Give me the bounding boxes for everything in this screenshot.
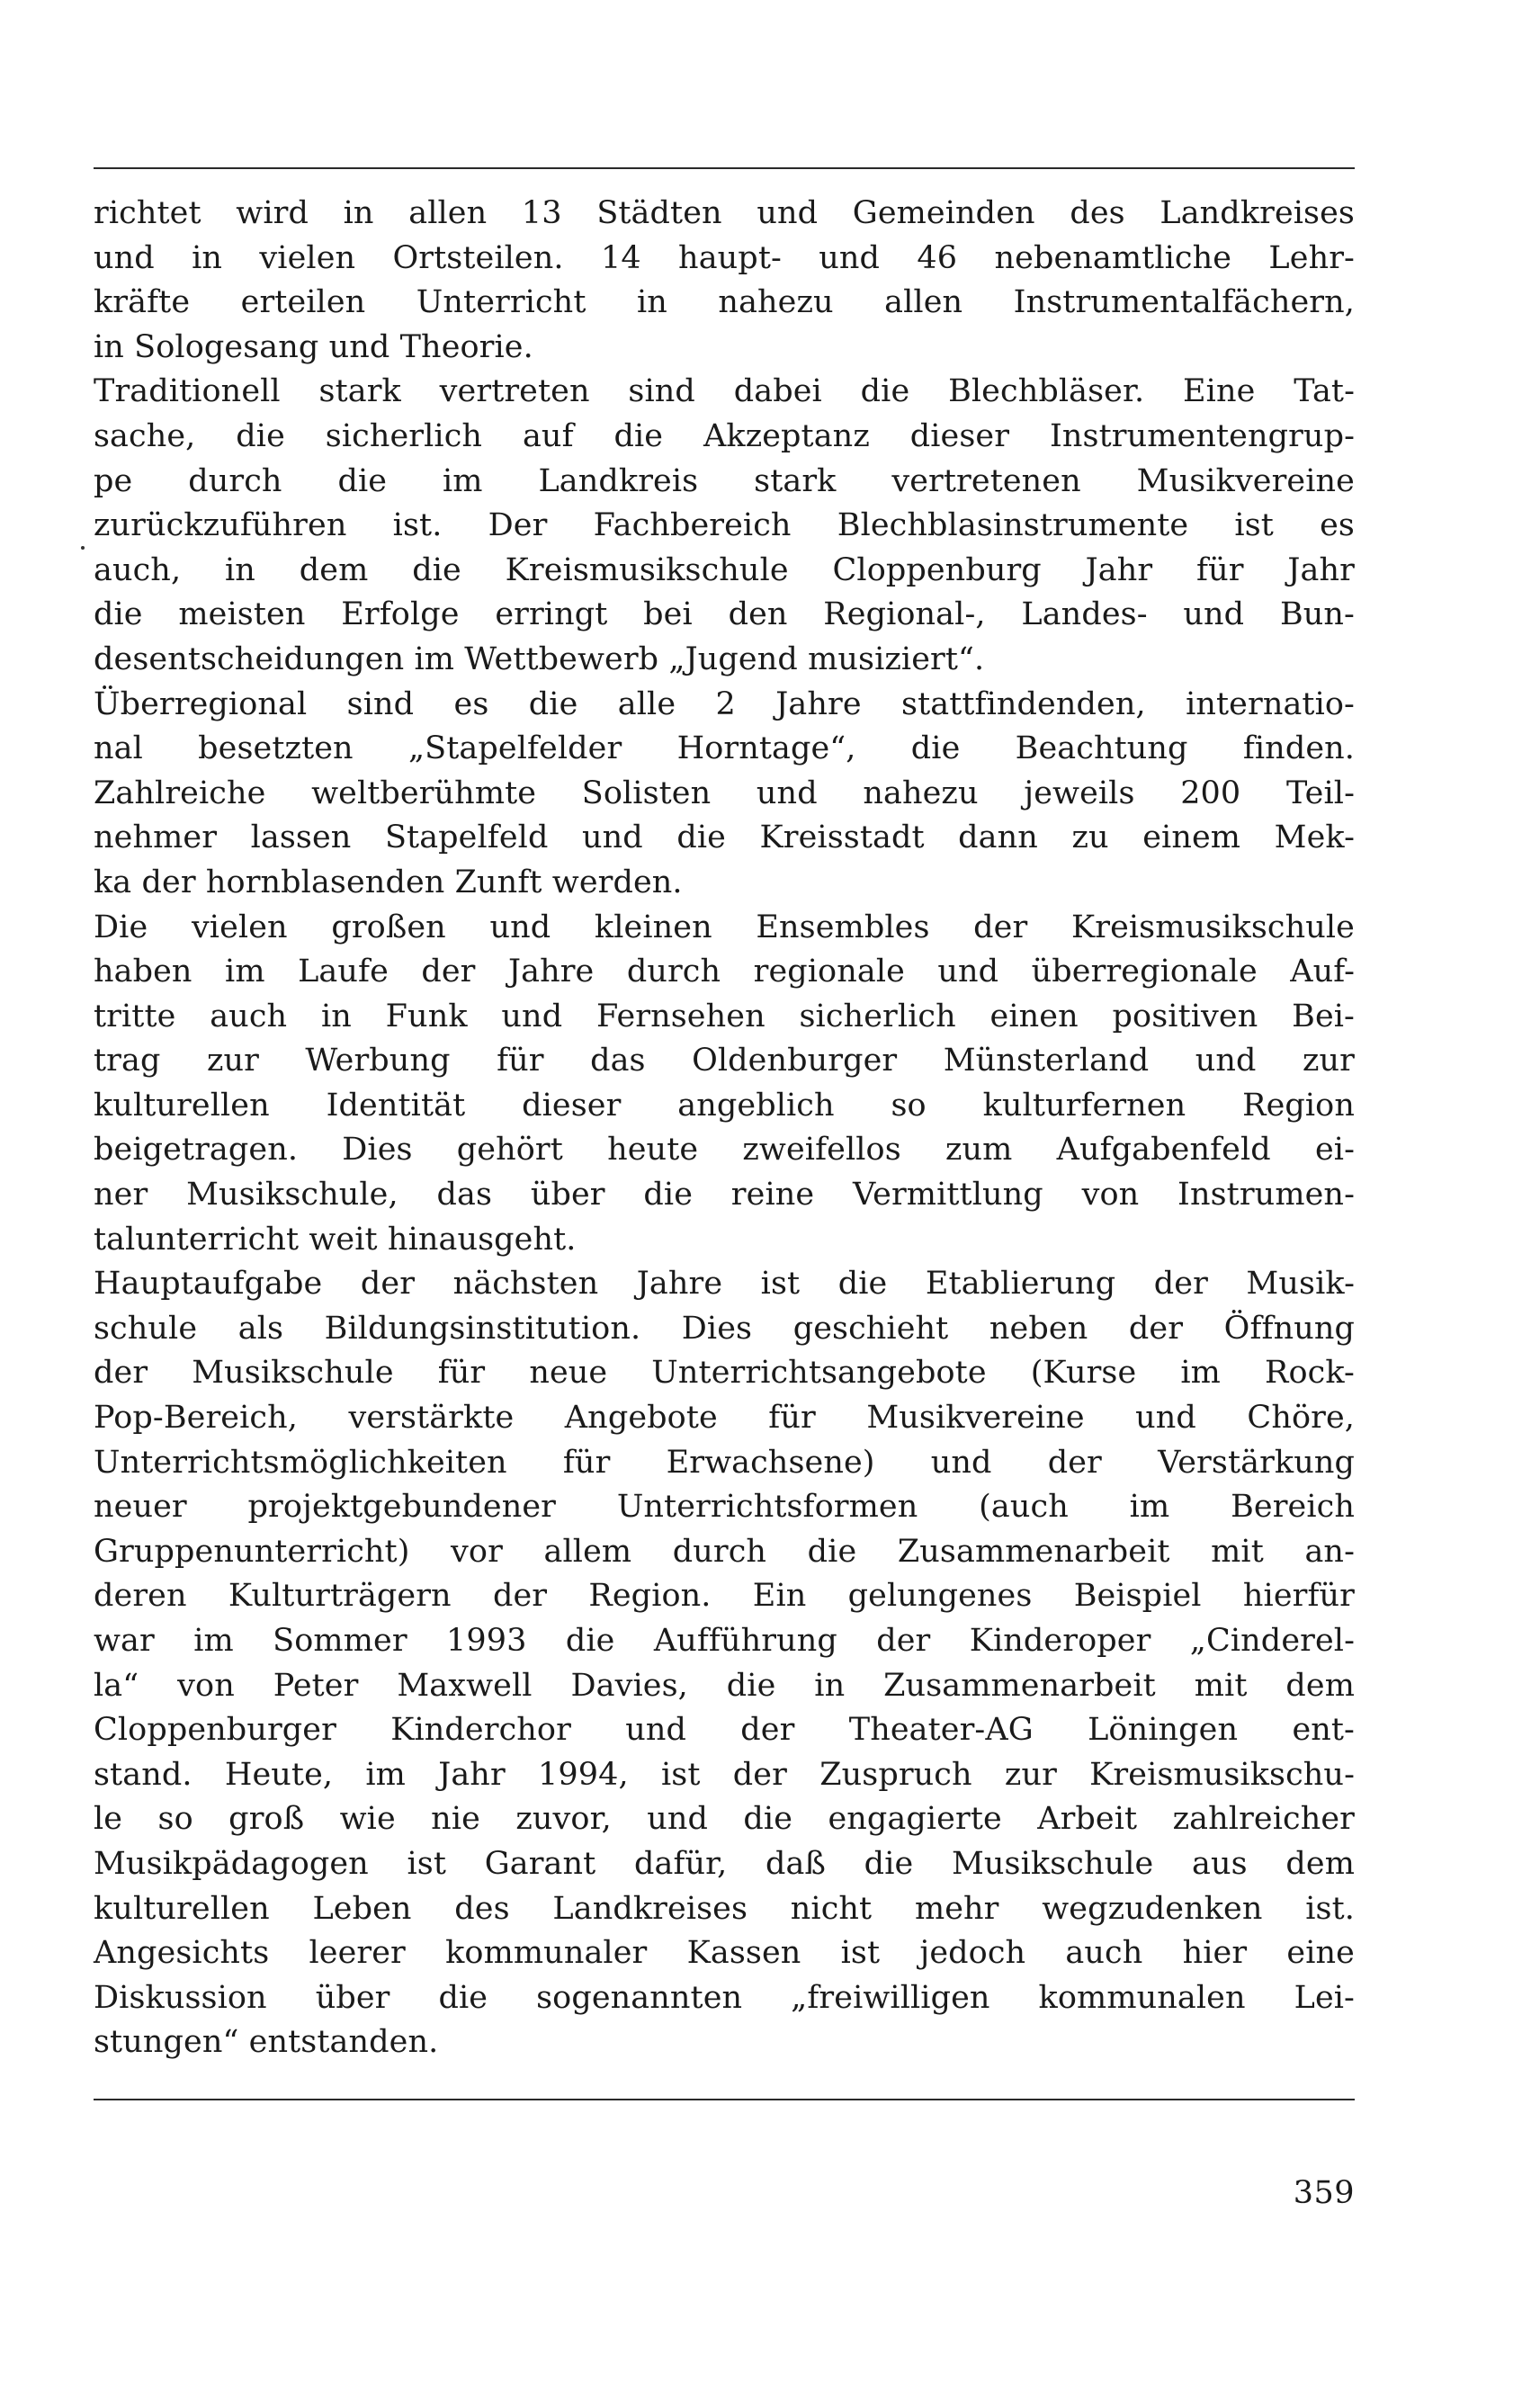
text-line: schule als Bildungsinstitution. Dies geschieht neben der Öffnung bbox=[94, 1310, 1355, 1347]
margin-mark bbox=[81, 546, 85, 550]
text-line: Cloppenburger Kinderchor und der Theater-AG Löningen ent- bbox=[94, 1712, 1355, 1749]
text-line: pe durch die im Landkreis stark vertretenen Musikvereine bbox=[94, 462, 1355, 499]
text-line: beigetragen. Dies gehört heute zweifellos zum Aufgabenfeld ei- bbox=[94, 1132, 1355, 1169]
text-line: Angesichts leerer kommunaler Kassen ist jedoch auch hier eine bbox=[94, 1935, 1355, 1972]
text-line: nehmer lassen Stapelfeld und die Kreisstadt dann zu einem Mek- bbox=[94, 819, 1355, 856]
text-line: kräfte erteilen Unterricht in nahezu allen Instrumentalfächern, bbox=[94, 284, 1355, 321]
body-text bbox=[94, 192, 1355, 2065]
text-line: stand. Heute, im Jahr 1994, ist der Zuspruch zur Kreismusikschu- bbox=[94, 1756, 1355, 1793]
text-line: in Sologesang und Theorie. bbox=[94, 328, 533, 365]
text-line: war im Sommer 1993 die Aufführung der Kinderoper „Cinderel- bbox=[94, 1623, 1355, 1659]
text-line: auch, in dem die Kreismusikschule Cloppenburg Jahr für Jahr bbox=[94, 551, 1355, 588]
text-line: Zahlreiche weltberühmte Solisten und nahezu jeweils 200 Teil- bbox=[94, 775, 1355, 811]
text-line: richtet wird in allen 13 Städten und Gemeinden des Landkreises bbox=[94, 195, 1355, 231]
text-line: trag zur Werbung für das Oldenburger Münsterland und zur bbox=[94, 1043, 1355, 1079]
text-line: la“ von Peter Maxwell Davies, die in Zusammenarbeit mit dem bbox=[94, 1667, 1355, 1704]
text-line: der Musikschule für neue Unterrichtsangebote (Kurse im Rock- bbox=[94, 1355, 1355, 1392]
text-line: Pop-Bereich, verstärkte Angebote für Musikvereine und Chöre, bbox=[94, 1400, 1355, 1437]
top-rule bbox=[94, 167, 1355, 169]
text-line: haben im Laufe der Jahre durch regionale und überregionale Auf- bbox=[94, 954, 1355, 990]
text-line: stungen“ entstanden. bbox=[94, 2024, 439, 2061]
text-line: desentscheidungen im Wettbewerb „Jugend musiziert“. bbox=[94, 640, 985, 677]
text-line: talunterricht weit hinausgeht. bbox=[94, 1221, 577, 1258]
text-line: ka der hornblasenden Zunft werden. bbox=[94, 864, 683, 900]
text-line: Überregional sind es die alle 2 Jahre stattfindenden, internatio- bbox=[94, 685, 1355, 722]
text-line: deren Kulturträgern der Region. Ein gelungenes Beispiel hierfür bbox=[94, 1578, 1355, 1615]
text-line: neuer projektgebundener Unterrichtsformen (auch im Bereich bbox=[94, 1489, 1355, 1526]
text-line: und in vielen Ortsteilen. 14 haupt- und 46 nebenamtliche Lehr- bbox=[94, 239, 1355, 276]
text-line: die meisten Erfolge erringt bei den Regional-, Landes- und Bun- bbox=[94, 596, 1355, 633]
text-line: kulturellen Leben des Landkreises nicht mehr wegzudenken ist. bbox=[94, 1890, 1355, 1927]
text-line: sache, die sicherlich auf die Akzeptanz dieser Instrumentengrup- bbox=[94, 417, 1355, 454]
text-line: nal besetzten „Stapelfelder Horntage“, die Beachtung finden. bbox=[94, 730, 1355, 767]
text-line: Hauptaufgabe der nächsten Jahre ist die Etablierung der Musik- bbox=[94, 1266, 1355, 1303]
text-line: zurückzuführen ist. Der Fachbereich Blechblasinstrumente ist es bbox=[94, 507, 1355, 544]
text-line: Unterrichtsmöglichkeiten für Erwachsene) und der Verstärkung bbox=[94, 1444, 1355, 1481]
text-line: tritte auch in Funk und Fernsehen sicherlich einen positiven Bei- bbox=[94, 998, 1355, 1034]
text-line: Die vielen großen und kleinen Ensembles der Kreismusikschule bbox=[94, 909, 1355, 945]
text-line: Traditionell stark vertreten sind dabei die Blechbläser. Eine Tat- bbox=[94, 373, 1355, 410]
text-line: ner Musikschule, das über die reine Vermittlung von Instrumen- bbox=[94, 1177, 1355, 1213]
text-line: Gruppenunterricht) vor allem durch die Zusammenarbeit mit an- bbox=[94, 1533, 1355, 1570]
text-line: Musikpädagogen ist Garant dafür, daß die Musikschule aus dem bbox=[94, 1845, 1355, 1882]
text-line: le so groß wie nie zuvor, und die engagierte Arbeit zahlreicher bbox=[94, 1801, 1355, 1838]
text-line: Diskussion über die sogenannten „freiwilligen kommunalen Lei- bbox=[94, 1979, 1355, 2016]
text-line: kulturellen Identität dieser angeblich so kulturfernen Region bbox=[94, 1087, 1355, 1124]
page-number: 359 bbox=[1293, 2175, 1355, 2211]
bottom-rule bbox=[94, 2099, 1355, 2100]
